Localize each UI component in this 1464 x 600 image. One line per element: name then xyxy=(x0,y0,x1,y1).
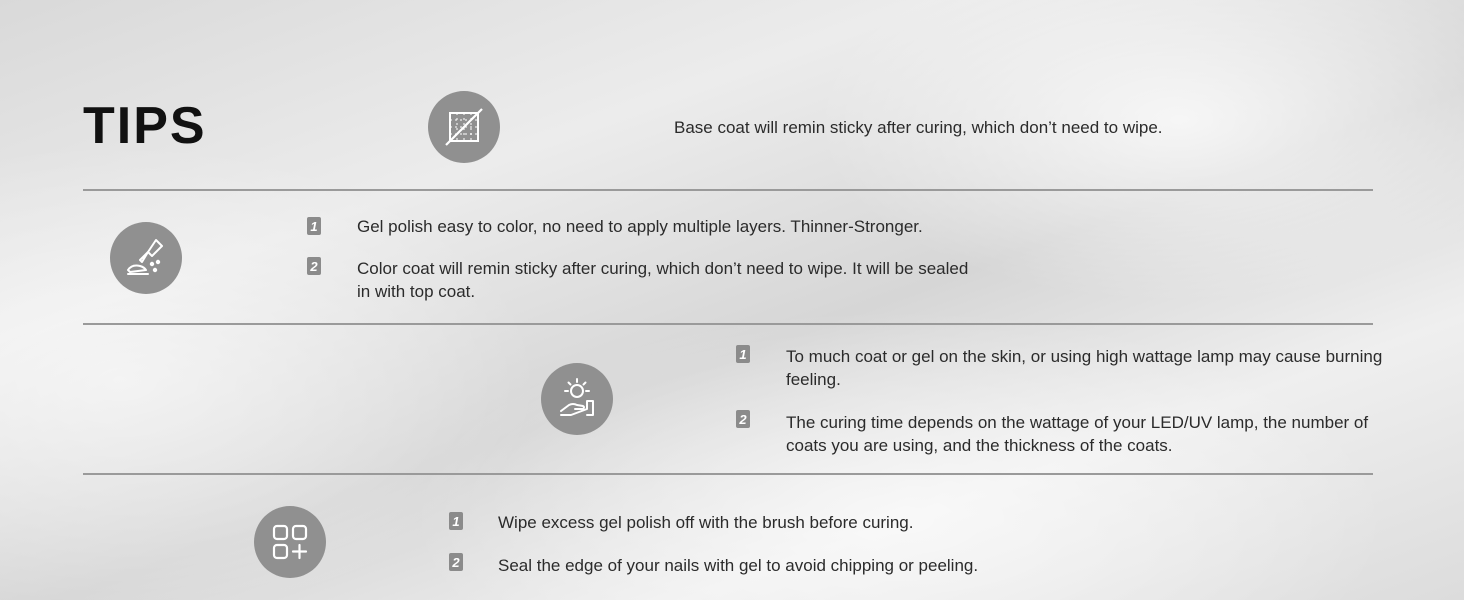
lamp-hand-icon xyxy=(541,363,613,435)
step-number-badge: 2 xyxy=(736,410,750,428)
step-number-badge: 1 xyxy=(307,217,321,235)
divider xyxy=(83,189,1373,191)
finish-tip-1: Wipe excess gel polish off with the brush before curing. xyxy=(498,513,914,532)
divider xyxy=(83,323,1373,325)
nail-polish-brush-icon xyxy=(110,222,182,294)
divider xyxy=(83,473,1373,475)
page-title: TIPS xyxy=(83,97,207,155)
step-number-badge: 2 xyxy=(449,553,463,571)
curing-tip-2: The curing time depends on the wattage of your LED/UV lamp, the number of coats you are using, and the thickness of the coats. xyxy=(786,413,1369,455)
curing-tip-1: To much coat or gel on the skin, or using high wattage lamp may cause burning feeling. xyxy=(786,347,1383,389)
step-number-badge: 1 xyxy=(736,345,750,363)
base-coat-tip: Base coat will remin sticky after curing, which don’t need to wipe. xyxy=(674,118,1163,137)
finish-tip-2: Seal the edge of your nails with gel to avoid chipping or peeling. xyxy=(498,556,979,575)
color-tip-2: Color coat will remin sticky after curing, which don’t need to wipe. It will be sealed in with top coat. xyxy=(357,259,969,301)
crossed-grid-icon xyxy=(428,91,500,163)
step-number-badge: 2 xyxy=(307,257,321,275)
step-number-badge: 1 xyxy=(449,512,463,530)
app-grid-plus-icon xyxy=(254,506,326,578)
color-tip-1: Gel polish easy to color, no need to apply multiple layers. Thinner-Stronger. xyxy=(357,217,923,236)
